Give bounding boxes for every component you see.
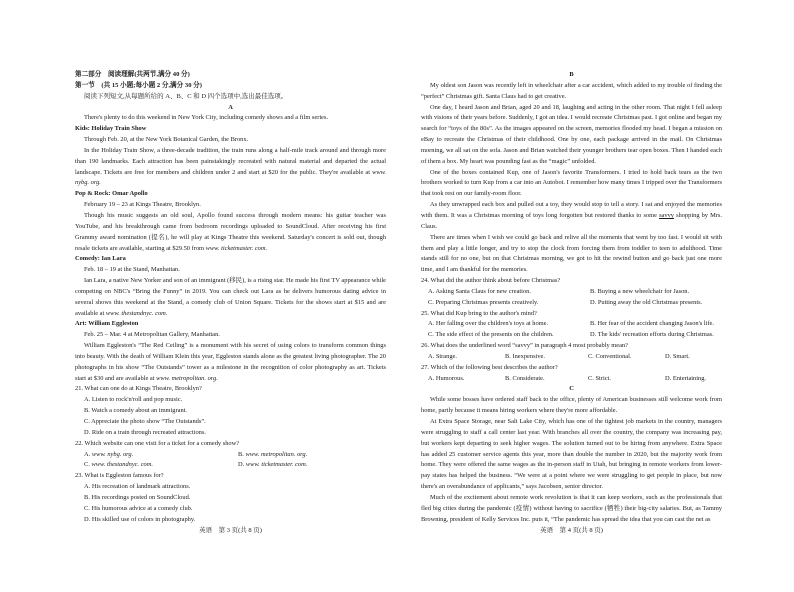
option-a bbox=[428, 287, 590, 298]
event-heading: Art: William Eggleston bbox=[75, 320, 139, 328]
option-text: Asking Santa Claus for new creation. bbox=[435, 287, 531, 295]
option-text: Strict. bbox=[595, 374, 611, 382]
option-a bbox=[75, 482, 386, 493]
option-c bbox=[75, 417, 386, 428]
option-key: D. bbox=[665, 374, 672, 382]
event-text: Though his music suggests an old soul, Apollo found success through modern means: his guitar teacher was YouTube, and his breakthrough came from bedroom recordings uploaded to SoundCloud. After receiving his first Grammy award nomination (提名), he will play at Kings Theatre this weekend. Saturday's concert is sold out, though resale tickets are available, starting at $29.50 from bbox=[75, 211, 386, 252]
option-text: Entertaining. bbox=[672, 374, 707, 382]
event-description bbox=[75, 146, 386, 189]
option-text: The side effect of the presents on the children. bbox=[435, 331, 554, 339]
option-d bbox=[75, 428, 386, 439]
question-stem: 22. Which website can one visit for a ticket for a comedy show? bbox=[75, 439, 240, 447]
option-key: A. bbox=[428, 374, 435, 382]
left-page bbox=[75, 70, 386, 525]
paragraph-text: shopping by Mrs. Claus. bbox=[421, 211, 722, 230]
option-key: C. bbox=[84, 504, 90, 512]
option-text: Buying a new wheelchair for Jason. bbox=[597, 287, 690, 295]
event-website: www. ticketmaster. com. bbox=[205, 244, 268, 252]
option-text: Listen to rock'n'roll and pop music. bbox=[91, 396, 183, 404]
event-when: Feb. 18 – 19 at the Stand, Manhattan. bbox=[84, 266, 180, 274]
event-when: February 19 – 23 at Kings Theatre, Brooklyn. bbox=[84, 201, 201, 209]
option-text: Smart. bbox=[672, 352, 690, 360]
option-row bbox=[421, 298, 722, 309]
option-a bbox=[428, 374, 505, 385]
paragraph-text: As they unwrapped each box and pulled out a toy, they would stop to tell a story. I sat and enjoyed the memories with them. It was a Christmas morning of toys long forgotten but restored thanks to some bbox=[421, 201, 722, 219]
event-description bbox=[75, 276, 386, 319]
option-text: Appreciate the photo show “The Outstands”. bbox=[91, 418, 206, 425]
option-key: D. bbox=[238, 461, 245, 469]
option-b bbox=[505, 352, 588, 363]
option-key: A. bbox=[428, 320, 435, 328]
option-text: Putting away the old Christmas presents. bbox=[597, 298, 703, 306]
passage-b-paragraph-3: One of the boxes contained Kup, one of Jason's favorite Transformers. I tried to hold back tears as the two brothers worked to turn Kup from a car into an Autobot. I remember how many times I tripped over the Transformers that took rest on our family-room floor. bbox=[421, 168, 722, 198]
event-description bbox=[75, 341, 386, 384]
right-page bbox=[421, 70, 722, 525]
event-text: In the Holiday Train Show, a three-decade tradition, the train runs along a half-mile track around and through more than 190 landmarks. Each attraction has been painstakingly recreated with natural material and departed the actual landscape. Tickets are free for members and children under 2 and start at $20 for the public. They're available at bbox=[75, 146, 386, 176]
part-title: 第二部分 阅读理解(共两节,满分 40 分) bbox=[75, 71, 190, 78]
event-train-show bbox=[75, 124, 386, 189]
option-c bbox=[588, 352, 665, 363]
question-25 bbox=[421, 309, 722, 342]
option-b bbox=[590, 287, 722, 298]
option-row bbox=[421, 330, 722, 341]
event-when: Through Feb. 20, at the New York Botanical Garden, the Bronx. bbox=[84, 136, 249, 144]
option-b bbox=[75, 493, 386, 504]
option-row bbox=[75, 460, 386, 471]
option-d bbox=[665, 352, 722, 363]
option-key: C. bbox=[588, 374, 594, 382]
option-text: Her fear of the accident changing Jason's life. bbox=[597, 320, 714, 328]
option-text: Humorous. bbox=[435, 374, 465, 382]
option-key: C. bbox=[428, 331, 434, 339]
passage-b-paragraph-4 bbox=[421, 200, 722, 233]
option-a bbox=[428, 319, 590, 330]
passage-c-paragraph-2: At Extra Space Storage, near Salt Lake City, which has one of the tightest job markets in the country, managers were struggling to staff a call center last year. With branches all over the country, the company was increasing pay, but workers kept departing to seek higher wages. The solution turned out to be hiring from anywhere. Extra Space has added 25 customer service agents this year, more than double the number in 2020, but the majority work from home. They were offered the same wages as the in-person staff in Utah, but bringing in remote workers from lower-pay states has helped the business. “We were at a point where we were struggling to get people in place, but now there's an overabundance of applicants,” says Jacobsen, senior director. bbox=[421, 418, 722, 491]
event-website: www. nybg. org. bbox=[75, 168, 386, 187]
question-stem: 25. What did Kup bring to the author's mind? bbox=[421, 309, 537, 317]
option-key: B. bbox=[84, 493, 90, 501]
question-23 bbox=[75, 471, 386, 525]
passage-c-paragraph-1: While some bosses have ordered staff back to the office, plenty of American businesses still welcome work from home, partly because it means hiring workers where they're more affordable. bbox=[421, 396, 722, 415]
section-title: 第一节 (共 15 小题;每小题 2 分,满分 30 分) bbox=[75, 81, 202, 89]
passage-b-paragraph-1: My oldest son Jason was recently left in wheelchair after a car accident, which added to my trouble of finding the “perfect” Christmas gift. Santa Claus had to get creative. bbox=[421, 81, 722, 100]
event-heading: Pop & Rock: Omar Apollo bbox=[75, 190, 148, 198]
option-text: Considerate. bbox=[512, 374, 545, 382]
option-text: www. thestandnyc. com. bbox=[91, 461, 153, 469]
option-c bbox=[75, 504, 386, 515]
option-b bbox=[75, 406, 386, 417]
option-key: B. bbox=[505, 374, 511, 382]
event-omar-apollo bbox=[75, 189, 386, 254]
option-a bbox=[84, 450, 238, 461]
event-website: www. thestandnyc. com. bbox=[105, 309, 168, 317]
option-b bbox=[505, 374, 588, 385]
option-text: www. ticketmaster. com. bbox=[245, 461, 308, 469]
option-key: C. bbox=[84, 418, 90, 425]
option-key: D. bbox=[84, 515, 91, 523]
option-text: Ride on a train through recreated attractions. bbox=[91, 428, 206, 436]
question-stem: 27. Which of the following best describes the author? bbox=[421, 363, 558, 371]
option-row bbox=[75, 450, 386, 461]
question-stem: 21. What can one do at Kings Theatre, Brooklyn? bbox=[75, 385, 202, 393]
option-key: A. bbox=[84, 396, 91, 404]
passage-c-paragraph-3: Much of the excitement about remote work revolution is that it can keep workers, such as the professionals that fled big cities during the pandemic (疫情) without having to sacrifice (牺牲) their big-city salaries. But, as Tammy Browning, president of Kelly Services Inc. puts it, “The pandemic has spread the idea that you can cast the net as bbox=[421, 493, 722, 523]
question-stem: 24. What did the author think about before Christmas? bbox=[421, 277, 561, 285]
passage-b-paragraph-5: There are times when I wish we could go back and relive all the moments that went by too fast. I would sit with them and play a little longer, and try to stop the clock from forcing them from toddler to teen to adulthood. Time stands still for no one, but on that Christmas morning, we got to hit the rewind button and go back just one more time, and I am thankful for the memories. bbox=[421, 233, 722, 274]
option-key: C. bbox=[428, 298, 434, 306]
directions: 阅读下列短文,从每题所给的 A、B、C 和 D 四个选项中,选出最佳选项。 bbox=[84, 92, 288, 100]
option-text: www. metropolitan. org. bbox=[245, 450, 308, 458]
option-key: D. bbox=[665, 352, 672, 360]
event-text: Ian Lara, a native New Yorker and son of an immigrant (移民), is a rising star. He made his first TV appearance while competing on NBC's “Bring the Funny” in 2019. You can check out Lara as he delivers humorous dating advice in several shows this weekend at the Stand, a comedy club of Union Square. Tickets for the shows start at $15 and are available at bbox=[75, 277, 386, 317]
option-key: B. bbox=[590, 320, 596, 328]
option-text: His recreation of landmark attractions. bbox=[91, 483, 191, 491]
option-d bbox=[75, 515, 386, 526]
question-24 bbox=[421, 276, 722, 309]
option-text: The kids' recreation efforts during Christmas. bbox=[597, 331, 714, 339]
passage-b-label: B bbox=[569, 71, 574, 78]
option-text: Preparing Christmas presents creatively. bbox=[435, 298, 539, 306]
option-d bbox=[238, 460, 386, 471]
option-row bbox=[421, 319, 722, 330]
question-22 bbox=[75, 439, 386, 472]
event-ian-lara bbox=[75, 254, 386, 319]
option-text: Conventional. bbox=[595, 352, 632, 360]
option-text: www. nybg. org. bbox=[91, 450, 134, 458]
option-key: D. bbox=[590, 331, 597, 339]
option-d bbox=[590, 298, 722, 309]
question-21 bbox=[75, 384, 386, 438]
option-b bbox=[238, 450, 386, 461]
page-footer-right: 英语 第 4 页(共 8 页) bbox=[540, 527, 603, 534]
event-william-eggleston bbox=[75, 319, 386, 384]
option-text: Her falling over the children's toys at home. bbox=[435, 320, 549, 328]
option-row bbox=[421, 352, 722, 363]
option-text: His skilled use of colors in photography. bbox=[91, 515, 196, 523]
option-key: B. bbox=[505, 352, 511, 360]
option-row bbox=[421, 374, 722, 385]
option-a bbox=[428, 352, 505, 363]
option-key: C. bbox=[588, 352, 594, 360]
passage-c-label: C bbox=[569, 385, 574, 393]
option-b bbox=[590, 319, 722, 330]
option-text: Watch a comedy about an immigrant. bbox=[91, 407, 188, 415]
option-key: C. bbox=[84, 461, 90, 469]
option-key: B. bbox=[590, 287, 596, 295]
option-key: A. bbox=[84, 483, 91, 491]
option-key: B. bbox=[238, 450, 244, 458]
event-heading: Comedy: Ian Lara bbox=[75, 255, 126, 263]
question-stem: 26. What does the underlined word “savvy” in paragraph 4 most probably mean? bbox=[421, 342, 628, 350]
option-key: A. bbox=[428, 287, 435, 295]
event-website: www. metropolitan. org. bbox=[156, 374, 218, 382]
option-text: Inexpensive. bbox=[512, 352, 545, 360]
option-a bbox=[75, 395, 386, 406]
option-key: A. bbox=[428, 352, 435, 360]
option-d bbox=[665, 374, 722, 385]
passage-a-intro: There's plenty to do this weekend in New York City, including comedy shows and a film series. bbox=[84, 114, 329, 122]
event-when: Feb. 25 – Mar. 4 at Metropolitan Gallery, Manhattan. bbox=[84, 331, 220, 339]
question-27 bbox=[421, 363, 722, 385]
option-c bbox=[84, 460, 238, 471]
passage-b-paragraph-2: One day, I heard Jason and Brian, aged 20 and 18, laughing and acting in the other room. That night I fell asleep with visions of their years before. Suddenly, I got an idea. I would recreate Christmas past. I got online and began my search for “toys of the 80s”. As the images appeared on the screen, memories flooded my head. I began a mission on eBay to recreate the Christmas of their childhood. One by one, each package arrived in the mail. On Christmas morning, we all sat on the sofa. Jason and Brian watched their younger brothers tear open boxes. Then I handed each of them a box. My heart was pounding fast as the “magic” unfolded. bbox=[421, 103, 722, 165]
question-26 bbox=[421, 341, 722, 363]
option-c bbox=[428, 298, 590, 309]
option-key: A. bbox=[84, 450, 91, 458]
event-description bbox=[75, 211, 386, 254]
option-key: B. bbox=[84, 407, 90, 415]
option-text: His humorous advice at a comedy club. bbox=[91, 504, 193, 512]
event-text: William Eggleston's “The Red Ceiling” is a monument with his secret of using colors to transform common things into beauty. With the death of William Klein this year, Eggleston stands alone as the greatest living photographer. The 20 photographs in his show “The Outstands” tower as a milestone in the recognition of color photography as art. Tickets start at $30 and are available at bbox=[75, 342, 386, 382]
option-d bbox=[590, 330, 722, 341]
passage-a-label: A bbox=[228, 103, 233, 111]
option-row bbox=[421, 287, 722, 298]
option-c bbox=[588, 374, 665, 385]
option-text: His recordings posted on SoundCloud. bbox=[91, 493, 191, 501]
event-heading: Kids: Holiday Train Show bbox=[75, 125, 147, 133]
option-key: D. bbox=[84, 428, 91, 436]
page-footer-left: 英语 第 3 页(共 8 页) bbox=[199, 527, 262, 534]
option-key: D. bbox=[590, 298, 597, 306]
option-c bbox=[428, 330, 590, 341]
underlined-word: savvy bbox=[659, 211, 674, 219]
question-stem: 23. What is Eggleston famous for? bbox=[75, 472, 164, 480]
option-text: Strange. bbox=[435, 352, 457, 360]
